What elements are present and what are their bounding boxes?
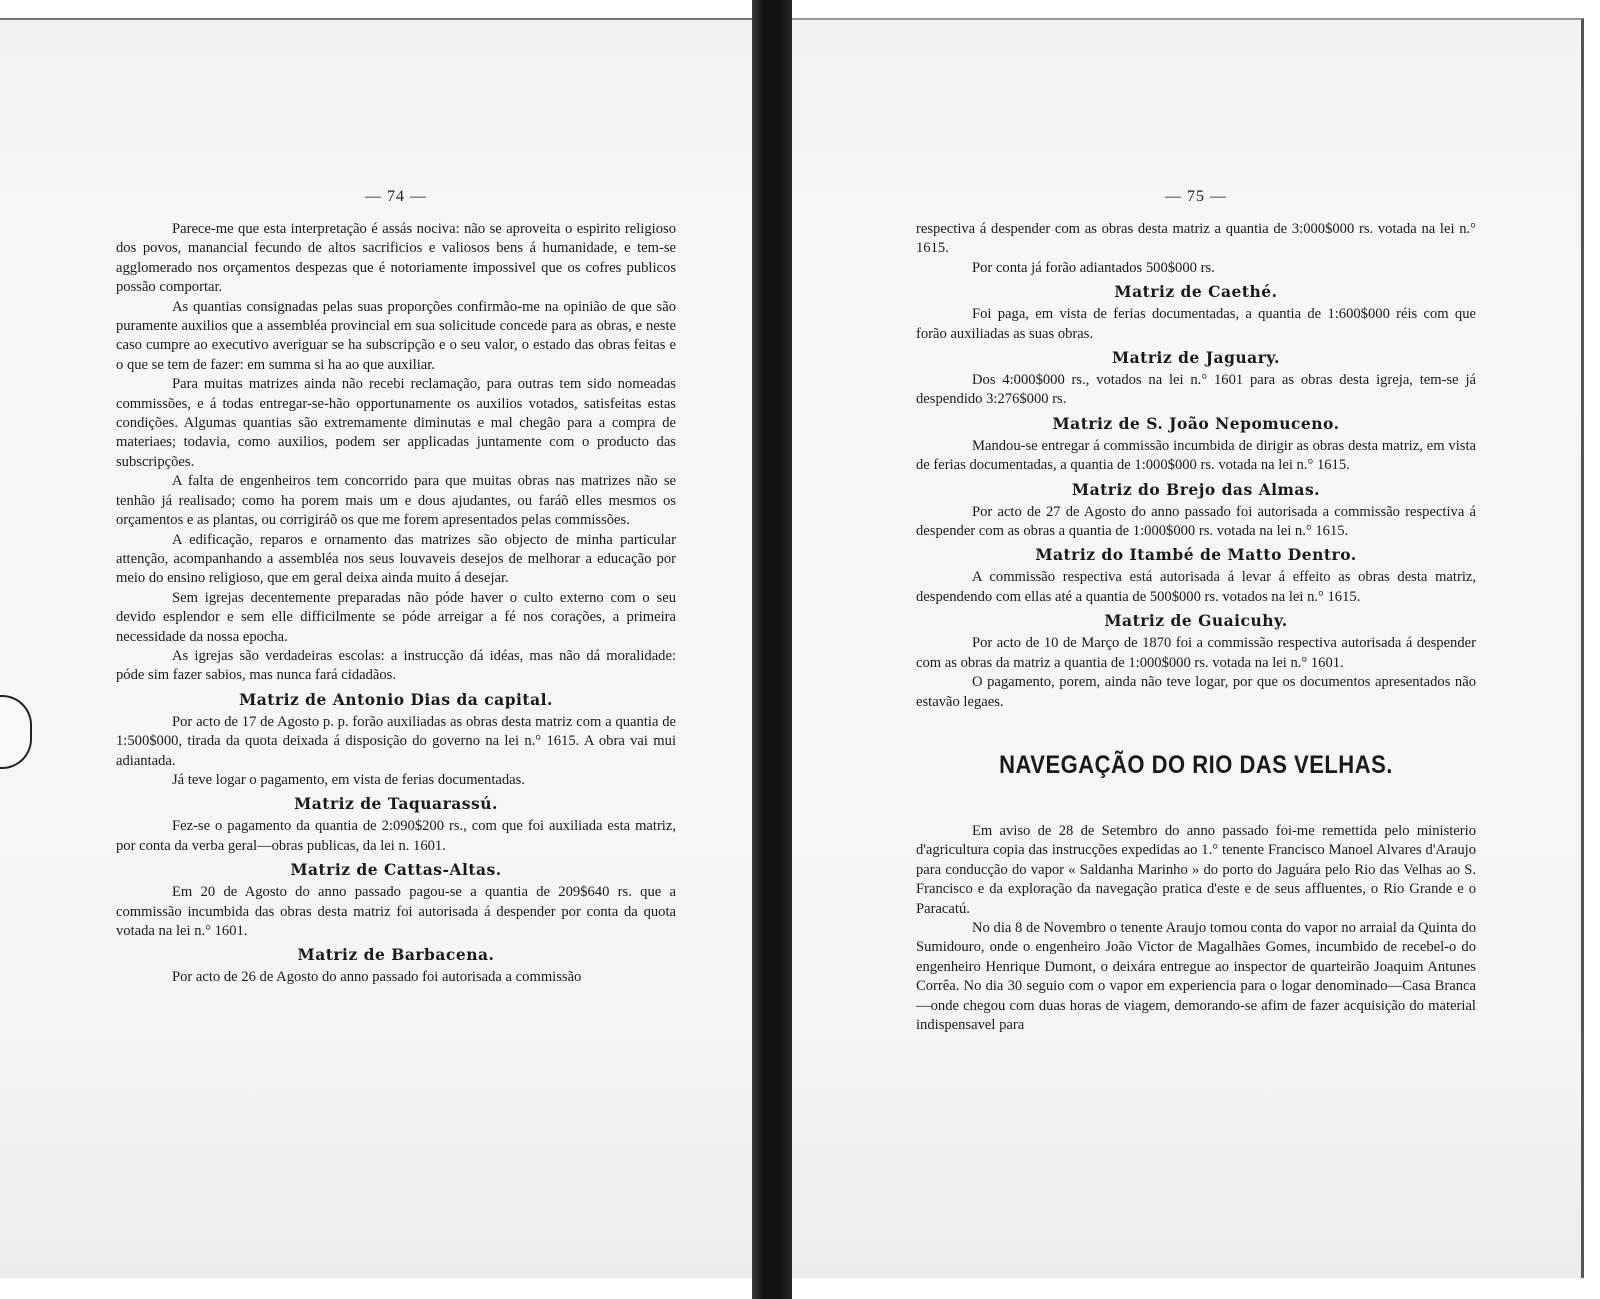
section-heading: Matriz de Jaguary. bbox=[1111, 348, 1281, 368]
paragraph: Já teve logar o pagamento, em vista de ferias documentadas. bbox=[172, 771, 525, 788]
page-number-right: — 75 — bbox=[1165, 188, 1227, 205]
page-tab-marker bbox=[0, 695, 32, 769]
paragraph: Por acto de 17 de Agosto p. p. forão auxiliadas as obras desta matriz com a quantia de 1:500$000, tirada da quota deixada á disposição do governo na lei n.° 1615. A obra vai mui adiantada. bbox=[116, 713, 676, 769]
paragraph: Em aviso de 28 de Setembro do anno passado foi-me remettida pelo ministerio d'agricultura copia das instrucções expedidas ao 1.° tenente Francisco Manoel Alvares d'Araujo para conducção do vapor « Saldanha Marinho » do porto do Jaguára pelo Rio das Velhas ao S. Francisco e da exploração da navegação pratica d'este e de seus affluentes, o Rio Grande e o Paracatú. bbox=[916, 822, 1476, 917]
left-text-column bbox=[116, 20, 676, 988]
major-heading: NAVEGAÇÃO DO RIO DAS VELHAS. bbox=[999, 749, 1393, 779]
paragraph: Por acto de 27 de Agosto do anno passado foi autorisada a commissão respectiva á despender com as obras a quantia de 1:000$000 rs. votada na lei n.° 1615. bbox=[916, 503, 1476, 540]
right-text-column bbox=[916, 20, 1476, 1035]
section-heading: Matriz de Taquarassú. bbox=[294, 794, 498, 814]
book-gutter bbox=[752, 0, 792, 1299]
paragraph: O pagamento, porem, ainda não teve logar, por que os documentos apresentados não estavão legaes. bbox=[916, 674, 1476, 710]
paragraph: Mandou-se entregar á commissão incumbida de dirigir as obras desta matriz, em vista de ferias documentadas, a quantia de 1:000$000 rs. votada na lei n.° 1615. bbox=[916, 437, 1476, 474]
paragraph: As igrejas são verdadeiras escolas: a instrucção dá idéas, mas não dá moralidade: póde sim fazer sabios, mas nunca fará cidadãos. bbox=[116, 647, 676, 684]
paragraph: Em 20 de Agosto do anno passado pagou-se a quantia de 209$640 rs. que a commissão incumbida das obras desta matriz foi autorisada á despender por conta da quota votada na lei n.° 1601. bbox=[116, 884, 676, 939]
section-heading: Matriz do Itambé de Matto Dentro. bbox=[1035, 545, 1357, 565]
paragraph: Por acto de 26 de Agosto do anno passado foi autorisada a commissão bbox=[172, 969, 582, 986]
paragraph: Foi paga, em vista de ferias documentadas, a quantia de 1:600$000 réis com que forão auxiliadas as suas obras. bbox=[916, 306, 1476, 342]
paragraph: Parece-me que esta interpretação é assás nociva: não se aproveita o espirito religioso dos povos, manancial fecundo de altos sacrificios e valiosos bens á humanidade, e tem-se agglomerado nos orçamentos despezas que é notoriamente impossivel que os cofres publicos possão comportar. bbox=[116, 221, 676, 296]
section-heading: Matriz de Guaicuhy. bbox=[1104, 611, 1288, 631]
right-page bbox=[792, 18, 1584, 1278]
paragraph: Fez-se o pagamento da quantia de 2:090$200 rs., com que foi auxiliada esta matriz, por conta da verba geral—obras publicas, da lei n. 1601. bbox=[116, 818, 676, 854]
section-heading: Matriz de Cattas-Altas. bbox=[290, 860, 502, 880]
paragraph: A falta de engenheiros tem concorrido para que muitas obras nas matrizes não se tenhão já realisado; como ha porem mais um e dous ajudantes, ou faráõ elles mesmos os orçamentos e as plantas, ou corrigiráõ os que me forem apresentados pelas commissões. bbox=[116, 473, 676, 529]
paragraph: A edificação, reparos e ornamento das matrizes são objecto de minha particular attenção, acompanhando a assembléa nos seus louvaveis desejos de melhorar a educação por meio do ensino religioso, que em geral deixa ainda muito á desejar. bbox=[116, 531, 676, 587]
section-heading: Matriz do Brejo das Almas. bbox=[1071, 479, 1321, 499]
paragraph: As quantias consignadas pelas suas proporções confirmão-me na opinião de que são puramente auxilios que a assembléa provincial em sua solicitude concede para as obras, e neste caso cumpre ao executivo averiguar se ha subscripção e o seu valor, o estado das obras feitas e o que se tem de fazer: em summa si ha ao que auxiliar. bbox=[116, 298, 676, 373]
left-page bbox=[0, 18, 752, 1278]
section-heading: Matriz de Barbacena. bbox=[297, 945, 495, 965]
paragraph: Por conta já forão adiantados 500$000 rs. bbox=[972, 259, 1215, 276]
section-heading: Matriz de Antonio Dias da capital. bbox=[239, 689, 553, 709]
paragraph: respectiva á despender com as obras desta matriz a quantia de 3:000$000 rs. votada na lei n.° 1615. bbox=[916, 221, 1476, 257]
paragraph: Dos 4:000$000 rs., votados na lei n.° 1601 para as obras desta igreja, tem-se já despendido 3:276$000 rs. bbox=[916, 372, 1476, 408]
section-heading: Matriz de S. João Nepomuceno. bbox=[1052, 413, 1340, 433]
paragraph: A commissão respectiva está autorisada á levar á effeito as obras desta matriz, despendendo com ellas até a quantia de 500$000 rs. votados na lei n.° 1615. bbox=[916, 569, 1476, 605]
page-number-left: — 74 — bbox=[365, 188, 427, 205]
paragraph: Por acto de 10 de Março de 1870 foi a commissão respectiva autorisada á despender com as obras da matriz a quantia de 1:000$000 rs. votada na lei n.° 1601. bbox=[916, 635, 1476, 671]
paragraph: No dia 8 de Novembro o tenente Araujo tomou conta do vapor no arraial da Quinta do Sumidouro, onde o engenheiro João Victor de Magalhães Gomes, incumbido de recebel-o do engenheiro Henrique Dumont, o deixára entregue ao inspector de quarteirão Joaquim Antunes Corrêa. No dia 30 seguio com o vapor em experiencia para o logar denominado—Casa Branca—onde chegou com duas horas de viagem, demorando-se afim de fazer acquisição do material indispensavel para bbox=[916, 919, 1476, 1033]
section-heading: Matriz de Caethé. bbox=[1114, 282, 1278, 302]
paragraph: Para muitas matrizes ainda não recebi reclamação, para outras tem sido nomeadas commissões, e á todas entregar-se-hão opportunamente os auxilios votados, satisfeitas estas condições. Algumas quantias são extremamente diminutas e mal chegão para a compra de materiaes; todavia, como auxilios, podem ser applicadas juntamente com o producto das subscripções. bbox=[116, 376, 676, 470]
paragraph: Sem igrejas decentemente preparadas não póde haver o culto externo com o seu devido esplendor e sem elle difficilmente se póde arreigar a fé nos corações, a primeira necessidade da nossa epocha. bbox=[116, 589, 676, 645]
